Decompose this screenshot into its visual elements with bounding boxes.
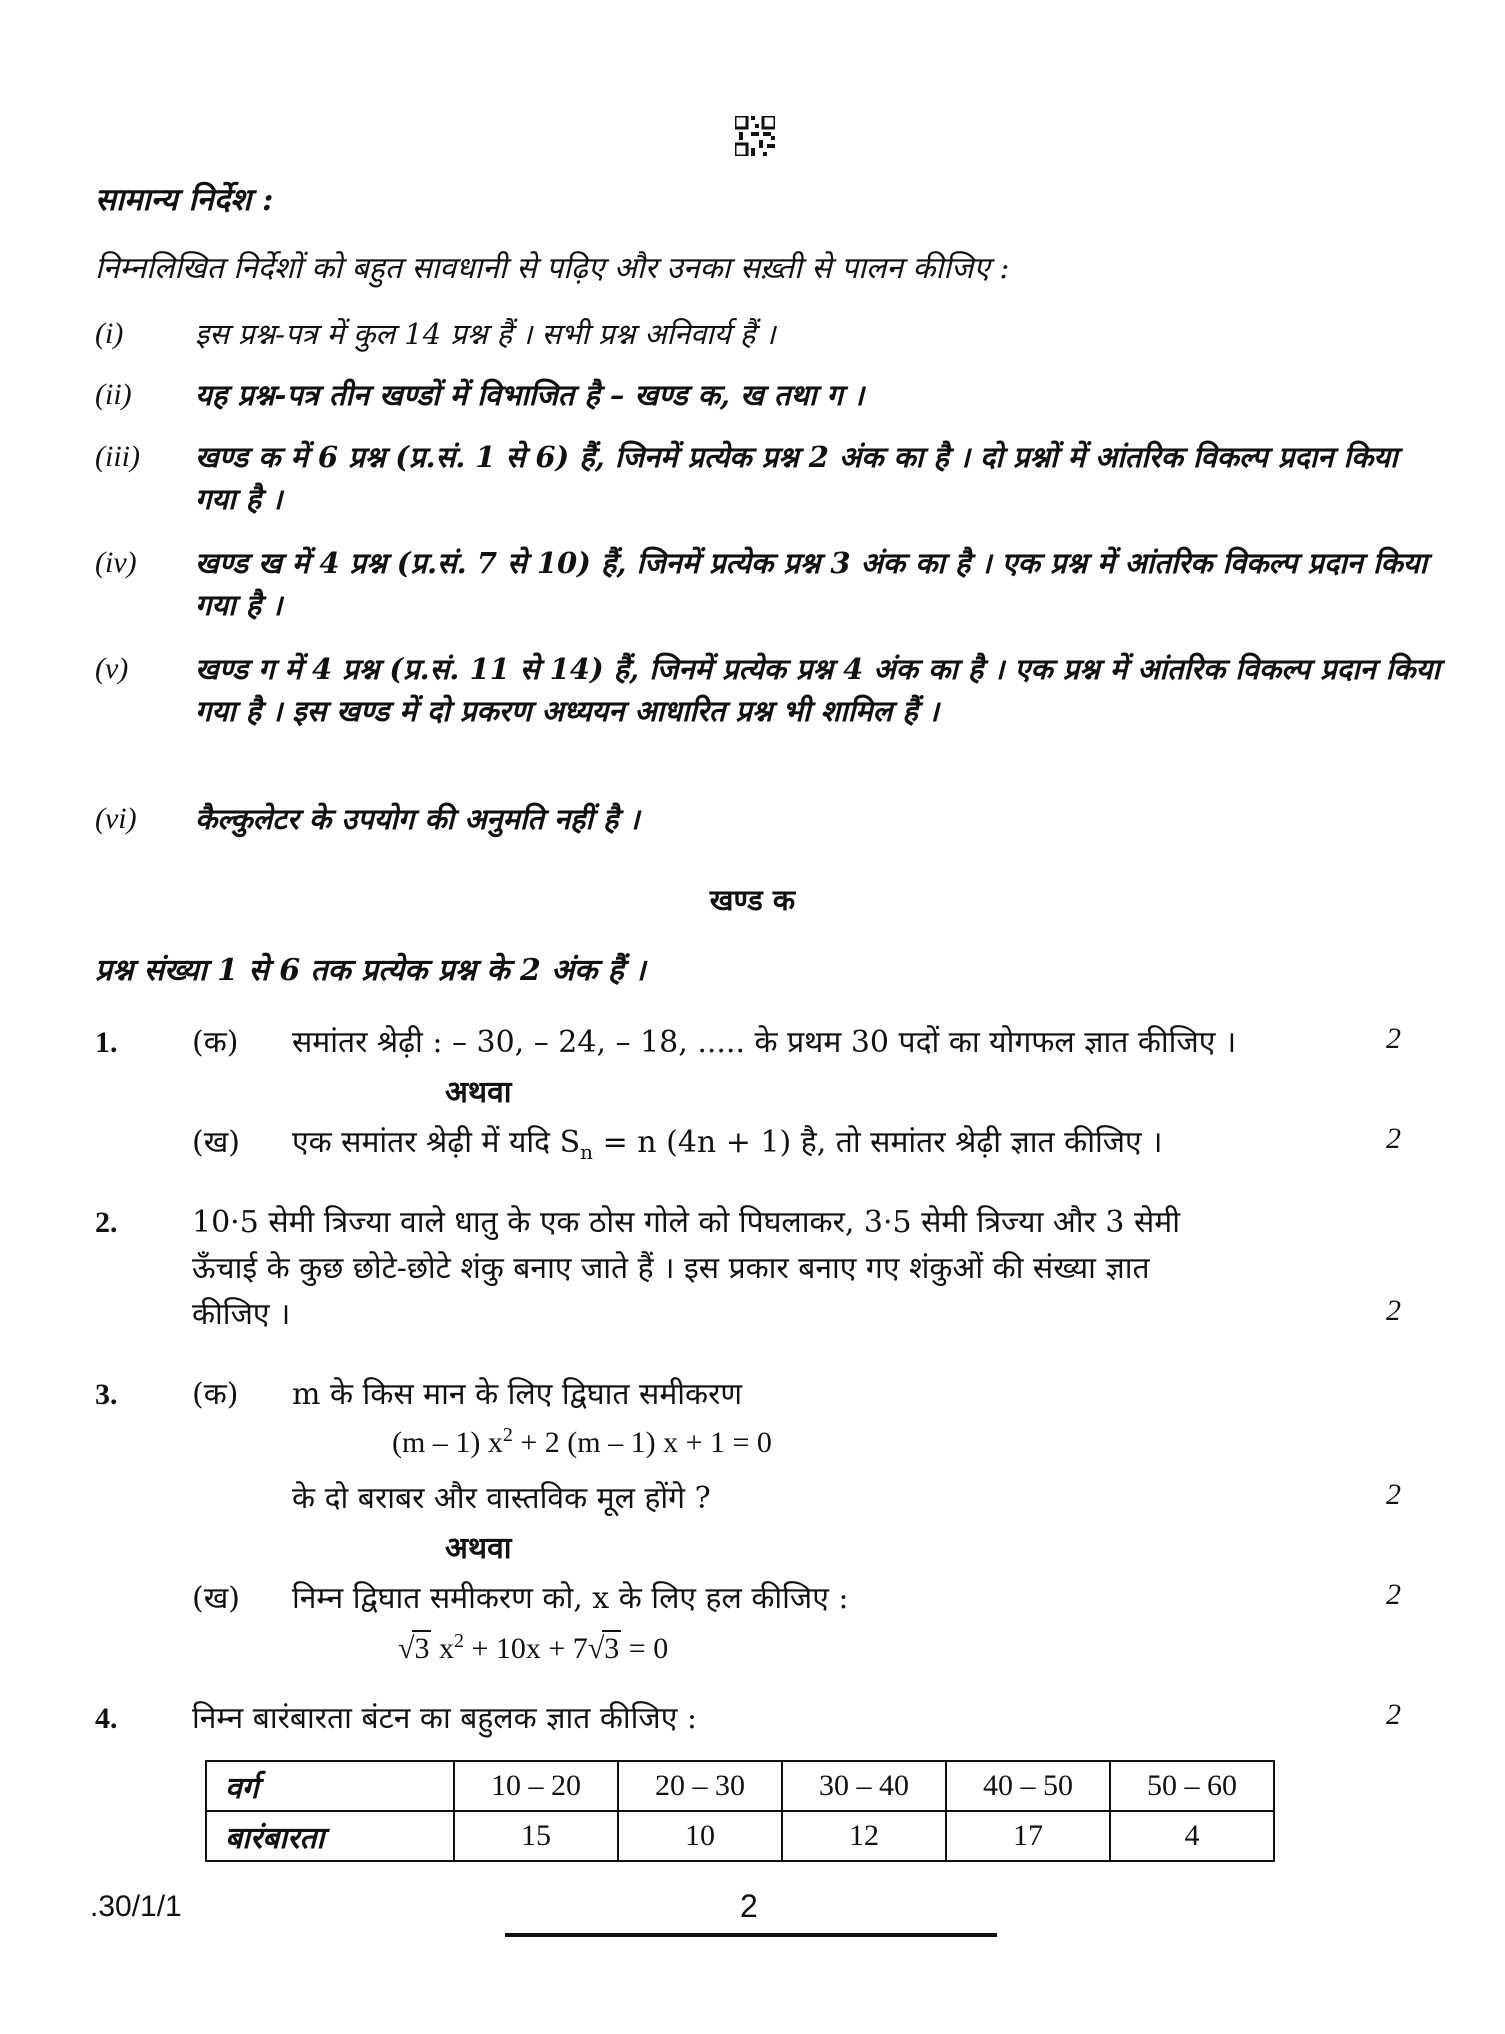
subscript: n [580, 1140, 594, 1164]
instruction-number: (v) [95, 652, 129, 685]
option-label: (क) [192, 1025, 239, 1060]
or-label: अथवा [445, 1531, 512, 1566]
equation-part: = 0 [621, 1632, 669, 1665]
table-cell: 20 – 30 [618, 1761, 782, 1811]
option-label: (ख) [192, 1125, 240, 1160]
table-cell: 50 – 60 [1110, 1761, 1274, 1811]
table-cell: 12 [782, 1811, 946, 1861]
frequency-table [205, 1760, 1275, 1862]
marks: 2 [1386, 1294, 1401, 1327]
general-instructions-title: सामान्य निर्देश : [95, 182, 274, 218]
instruction-number: (i) [95, 317, 124, 350]
question-3a-text: m के किस मान के लिए द्विघात समीकरण [292, 1377, 743, 1412]
instruction-text: खण्ड क में 6 प्रश्न (प्र.सं. 1 से 6) हैं, जिनमें प्रत्येक प्रश्न 2 अंक का है । दो प्रश्नों में आंतरिक विकल्प प्रदान किया गया है । [195, 440, 1398, 516]
marks: 2 [1386, 1578, 1401, 1611]
question-2-line: कीजिए । [192, 1297, 291, 1332]
question-number: 4. [95, 1702, 118, 1735]
table-cell: 15 [454, 1811, 618, 1861]
marks: 2 [1386, 1022, 1401, 1055]
instruction-text: खण्ड ग में 4 प्रश्न (प्र.सं. 11 से 14) हैं, जिनमें प्रत्येक प्रश्न 4 अंक का है । एक प्रश्न में आंतरिक विकल्प प्रदान किया गया है । इस खण्ड में दो प्रकरण अध्ययन आधारित प्रश्न भी शामिल हैं । [195, 652, 1440, 728]
question-number: 2. [95, 1206, 118, 1239]
instruction-text: इस प्रश्न-पत्र में कुल 14 प्रश्न हैं । सभी प्रश्न अनिवार्य हैं । [195, 317, 776, 351]
page-number: 2 [740, 1888, 758, 1924]
question-2-line: 10·5 सेमी त्रिज्या वाले धातु के एक ठोस गोले को पिघलाकर, 3·5 सेमी त्रिज्या और 3 सेमी [192, 1205, 1180, 1240]
question-1b-text-part: एक समांतर श्रेढ़ी में यदि S [292, 1125, 581, 1160]
table-cell: 10 – 20 [454, 1761, 618, 1811]
question-4-text: निम्न बारंबारता बंटन का बहुलक ज्ञात कीजिए : [192, 1701, 697, 1736]
superscript: 2 [453, 1630, 464, 1652]
instruction-number: (ii) [95, 378, 132, 411]
general-instructions-subtitle: निम्नलिखित निर्देशों को बहुत सावधानी से पढ़िए और उनका सख़्ती से पालन कीजिए : [95, 251, 1010, 286]
question-1b-text-part: = n (4n + 1) है, तो समांतर श्रेढ़ी ज्ञात कीजिए । [593, 1125, 1163, 1160]
question-number: 3. [95, 1378, 118, 1411]
marks: 2 [1386, 1122, 1401, 1155]
equation [392, 1424, 772, 1460]
instruction-number: (iii) [95, 440, 140, 473]
equation [398, 1630, 668, 1666]
sqrt-symbol: √ [587, 1632, 605, 1665]
equation-part: (m – 1) x [392, 1426, 503, 1459]
marks: 2 [1386, 1478, 1401, 1511]
table-cell: 40 – 50 [946, 1761, 1110, 1811]
question-3a-text: के दो बराबर और वास्तविक मूल होंगे ? [292, 1481, 711, 1516]
row-header: बारंबारता [206, 1811, 454, 1861]
equation-part: x [431, 1632, 454, 1665]
superscript: 2 [502, 1424, 513, 1446]
instruction-text: खण्ड ख में 4 प्रश्न (प्र.सं. 7 से 10) हैं, जिनमें प्रत्येक प्रश्न 3 अंक का है । एक प्रश्न में आंतरिक विकल्प प्रदान किया गया है । [195, 546, 1428, 622]
table-row [206, 1761, 1274, 1811]
section-marks-note: प्रश्न संख्या 1 से 6 तक प्रत्येक प्रश्न के 2 अंक हैं । [95, 953, 646, 988]
question-1b-text [292, 1120, 1372, 1175]
question-number: 1. [95, 1026, 118, 1059]
table-row [206, 1811, 1274, 1861]
row-header: वर्ग [206, 1761, 454, 1811]
marks: 2 [1386, 1698, 1401, 1731]
radicand: 3 [414, 1632, 430, 1665]
option-label: (क) [192, 1377, 239, 1412]
instruction-text: यह प्रश्न-पत्र तीन खण्डों में विभाजित है – खण्ड क, ख तथा ग । [195, 378, 864, 412]
qr-code-icon [735, 116, 775, 156]
instruction-number: (iv) [95, 546, 137, 579]
question-1a-text: समांतर श्रेढ़ी : – 30, – 24, – 18, ..... के प्रथम 30 पदों का योगफल ज्ञात कीजिए । [292, 1025, 1237, 1060]
table-cell: 17 [946, 1811, 1110, 1861]
table-cell: 4 [1110, 1811, 1274, 1861]
footer-divider [505, 1933, 997, 1937]
equation-part: + 2 (m – 1) x + 1 = 0 [512, 1426, 772, 1459]
paper-code: .30/1/1 [90, 1890, 182, 1923]
instruction-text: कैल्कुलेटर के उपयोग की अनुमति नहीं है । [195, 802, 640, 836]
radicand: 3 [604, 1632, 620, 1665]
question-2-line: ऊँचाई के कुछ छोटे-छोटे शंकु बनाए जाते हैं । इस प्रकार बनाए गए शंकुओं की संख्या ज्ञात [192, 1251, 1150, 1286]
table-cell: 30 – 40 [782, 1761, 946, 1811]
option-label: (ख) [192, 1581, 240, 1616]
equation-part: + 10x + 7 [463, 1632, 588, 1665]
or-label: अथवा [445, 1075, 512, 1110]
question-3b-text: निम्न द्विघात समीकरण को, x के लिए हल कीजिए : [292, 1581, 849, 1616]
table-cell: 10 [618, 1811, 782, 1861]
instruction-number: (vi) [95, 802, 137, 835]
sqrt-symbol: √ [398, 1632, 415, 1665]
section-title: खण्ड क [709, 883, 796, 917]
